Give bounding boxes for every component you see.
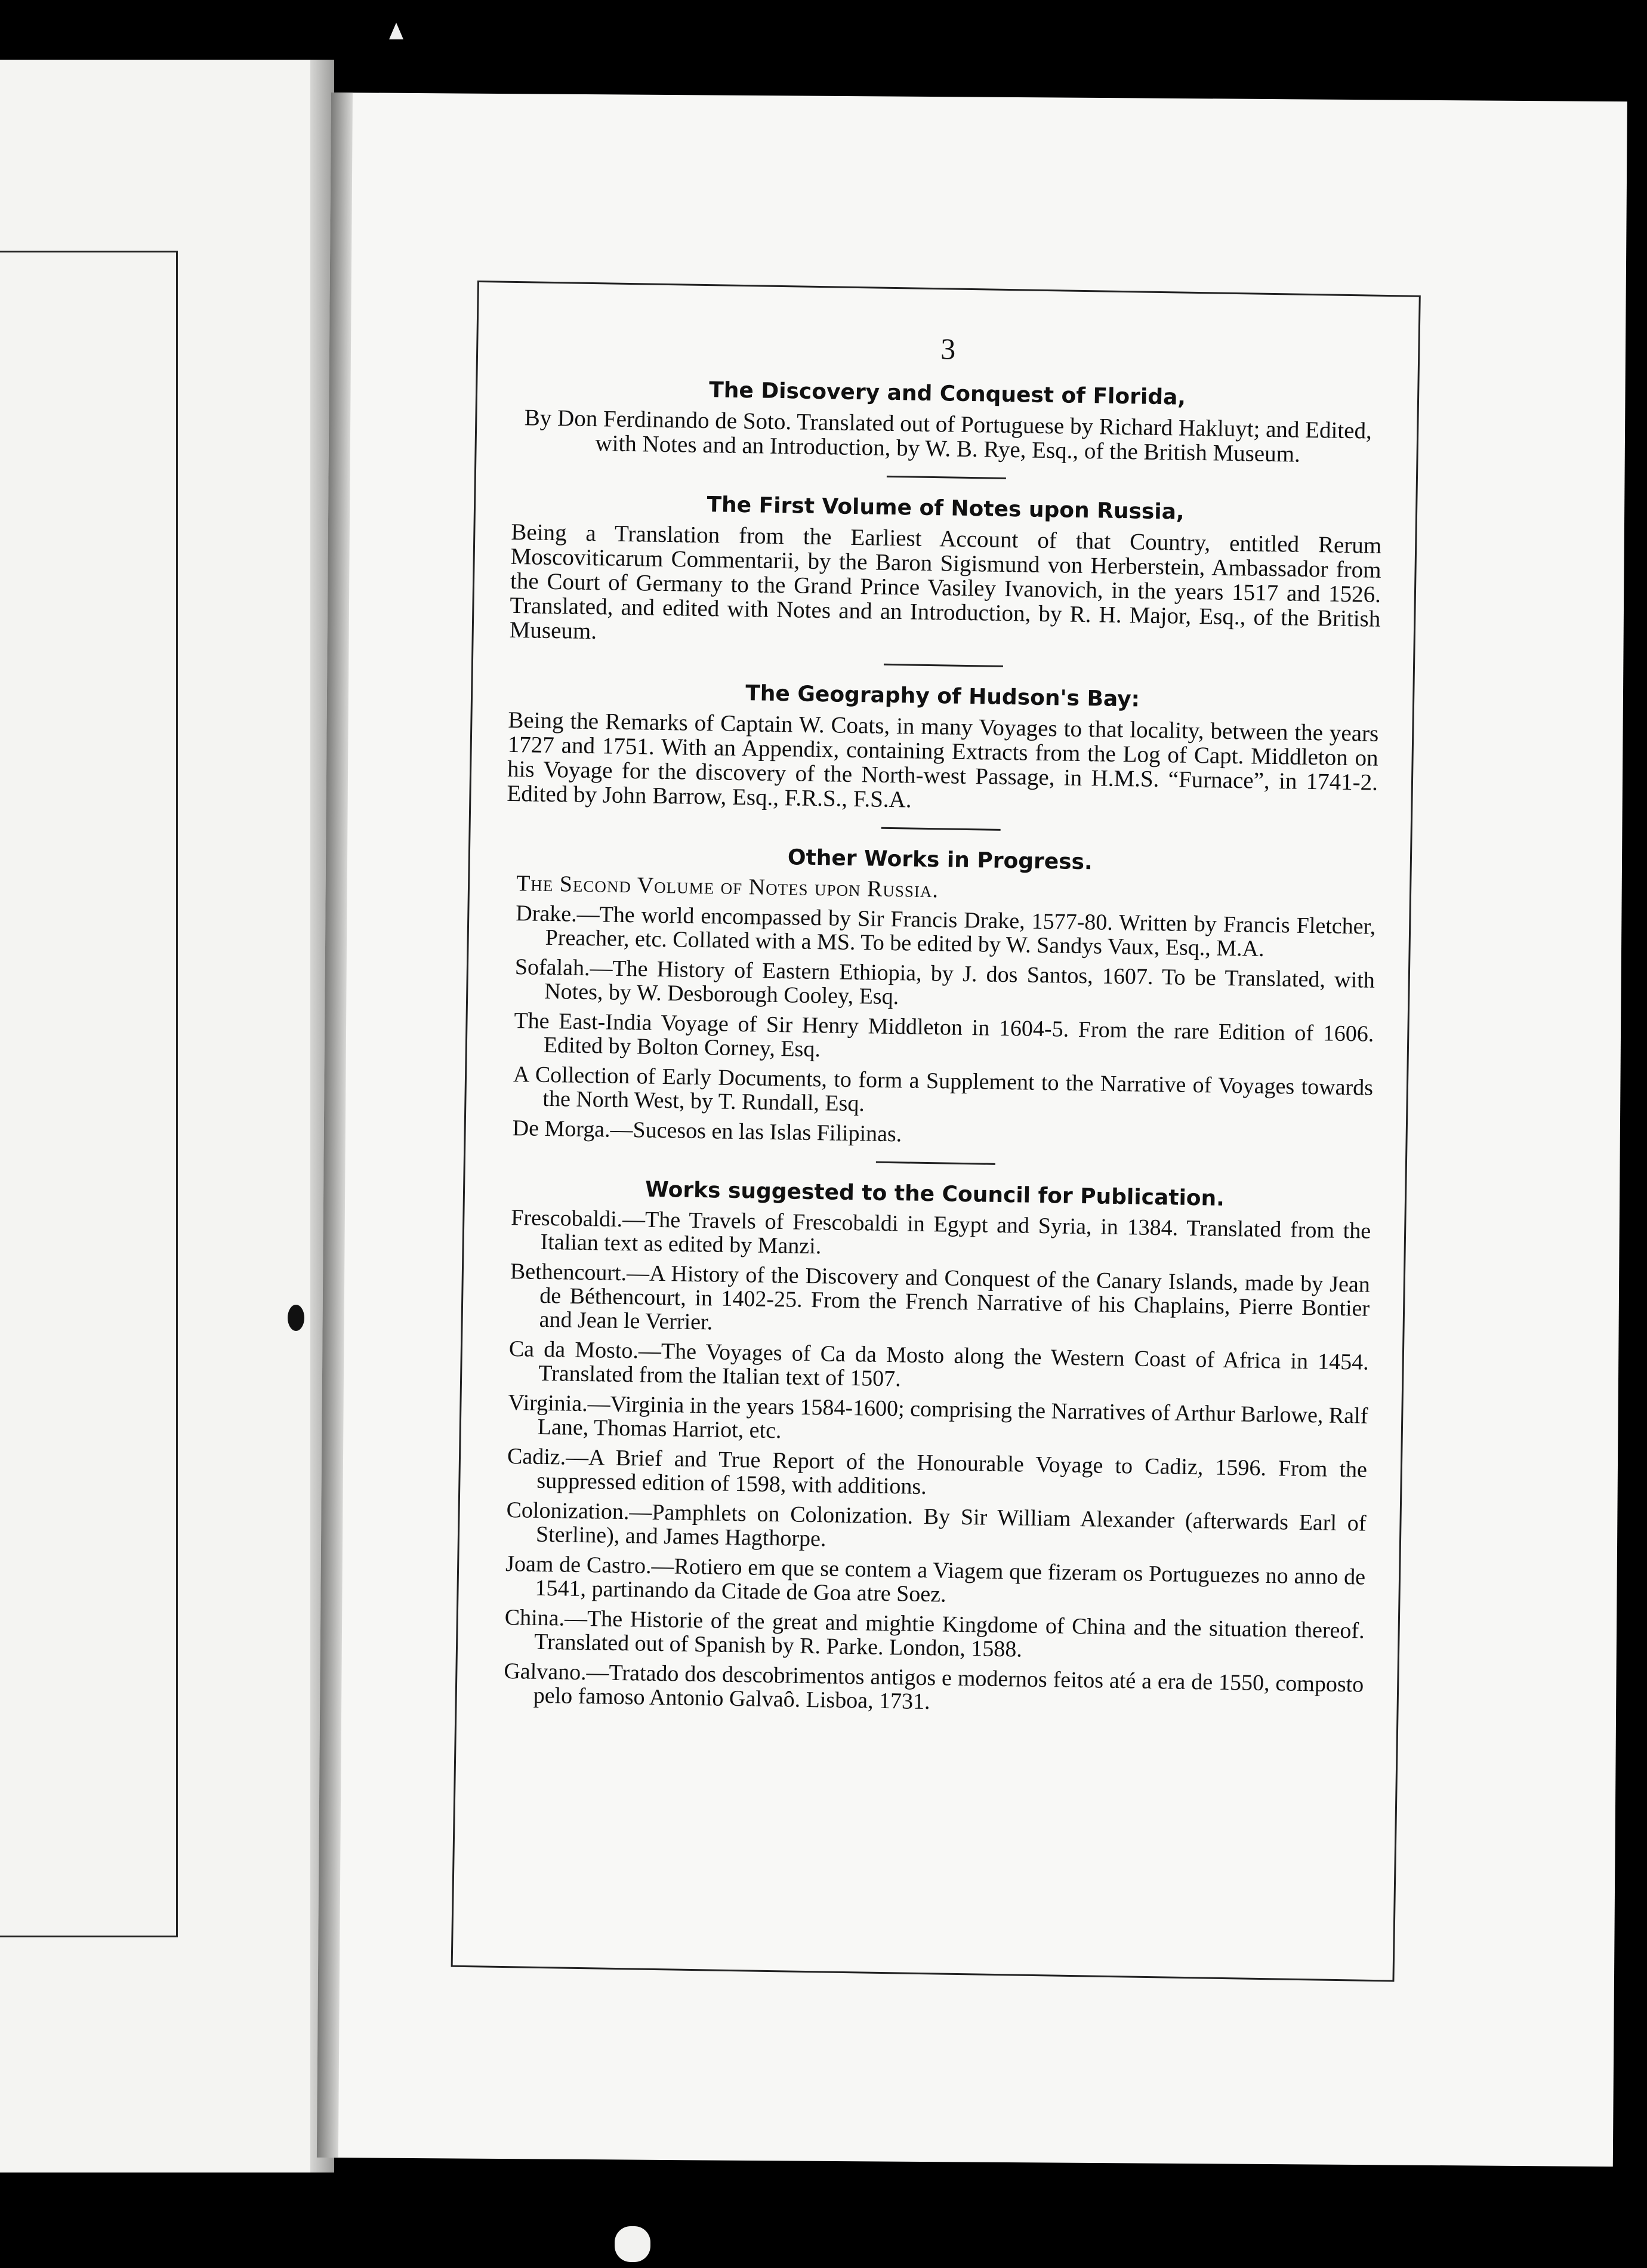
- divider: [883, 664, 1003, 667]
- progress-entry: The Second Volume of Notes upon Russia.: [516, 871, 939, 903]
- section-title-florida: The Discovery and Conquest of Florida,: [708, 378, 1186, 410]
- suggested-entry: Galvano.—Tratado dos descobrimentos antigos e modernos feitos até a era de 1550, composto pelo famoso Antonio Galvaô. Lisboa, 1731.: [504, 1658, 1364, 1715]
- progress-entry: A Collection of Early Documents, to form a Supplement to the Narrative of Voyages towards the North West, by T. Rundall, Esq.: [513, 1062, 1374, 1117]
- suggested-entry: Ca da Mosto.—The Voyages of Ca da Mosto along the Western Coast of Africa in 1454. Translated from the Italian text of 1507.: [508, 1336, 1370, 1392]
- section-text-florida: By Don Ferdinando de Soto. Translated out of Portuguese by Richard Hakluyt; and Edited, with Notes and an Introduction, by W. B. Rye, Esq., of the British Museum.: [524, 405, 1373, 467]
- suggested-entry: Colonization.—Pamphlets on Colonization. By Sir William Alexander (afterwards Earl of Sterline), and James Hagthorpe.: [506, 1497, 1367, 1552]
- progress-entry: The East-India Voyage of Sir Henry Middleton in 1604-5. From the rare Edition of 1606. Edited by Bolton Corney, Esq.: [514, 1008, 1374, 1062]
- progress-entry: Drake.—The world encompassed by Sir Francis Drake, 1577-80. Written by Francis Fletcher, Preacher, etc. Collated with a MS. To be edited by W. Sandys Vaux, Esq., M.A.: [516, 901, 1376, 962]
- divider: [875, 1161, 995, 1165]
- section-title-suggested: Works suggested to the Council for Publication.: [644, 1177, 1225, 1211]
- section-text-russia: Being a Translation from the Earliest Account of that Country, entitled Rerum Moscoviticarum Commentarii, by the Baron Sigismund von Herberstein, Ambassador from the Court of Germany to the Grand Prince Vasiley Ivanovich, in the years 1517 and 1526. Translated, and edited with Notes and an Introduction, by R. H. Major, Esq., of the British Museum.: [509, 519, 1382, 645]
- suggested-entry: Joam de Castro.—Rotiero em que se contem a Viagem que fizeram os Portuguezes no anno de 1541, partinando da Citade de Goa atre Soez.: [505, 1551, 1366, 1607]
- page-number: 3: [940, 332, 956, 366]
- corner-mark: [389, 23, 403, 39]
- ink-smudge: [288, 1305, 304, 1331]
- suggested-entry: Frescobaldi.—The Travels of Frescobaldi in Egypt and Syria, in 1384. Translated from the Italian text as edited by Manzi.: [511, 1205, 1371, 1259]
- progress-entry: De Morga.—Sucesos en las Islas Filipinas.: [512, 1115, 902, 1147]
- section-title-progress: Other Works in Progress.: [787, 845, 1093, 875]
- divider: [881, 827, 1000, 831]
- suggested-entry: Cadiz.—A Brief and True Report of the Honourable Voyage to Cadiz, 1596. From the suppressed edition of 1598, with additions.: [507, 1444, 1368, 1500]
- page-frame: [451, 281, 1421, 1982]
- section-title-russia: The First Volume of Notes upon Russia,: [707, 492, 1185, 525]
- suggested-entry: China.—The Historie of the great and mightie Kingdome of China and the situation thereof. Translated out of Spanish by R. Parke. London, 1588.: [504, 1604, 1365, 1662]
- progress-entry: Sofalah.—The History of Eastern Ethiopia, by J. dos Santos, 1607. To be Translated, with Notes, by W. Desborough Cooley, Esq.: [514, 954, 1375, 1010]
- scan-stain: [615, 2226, 650, 2262]
- suggested-entry: Bethencourt.—A History of the Discovery and Conquest of the Canary Islands, made by Jean de Béthencourt, in 1402-25. From the French Narrative of his Chaplains, Pierre Bontier and Jean le Verrier.: [510, 1259, 1371, 1335]
- suggested-entry: Virginia.—Virginia in the years 1584-1600; comprising the Narratives of Arthur Barlowe, Ralf Lane, Thomas Harriot, etc.: [508, 1390, 1368, 1444]
- left-page-frame: [0, 251, 178, 1937]
- section-title-hudson: The Geography of Hudson's Bay:: [745, 681, 1140, 712]
- divider: [886, 476, 1006, 479]
- section-text-hudson: Being the Remarks of Captain W. Coats, in many Voyages to that locality, between the years 1727 and 1751. With an Appendix, containing Extracts from the Log of Capt. Middleton on his Voyage for the discovery of the North-west Passage, in H.M.S. “Furnace”, in 1741-2. Edited by John Barrow, Esq., F.R.S., F.S.A.: [507, 707, 1379, 813]
